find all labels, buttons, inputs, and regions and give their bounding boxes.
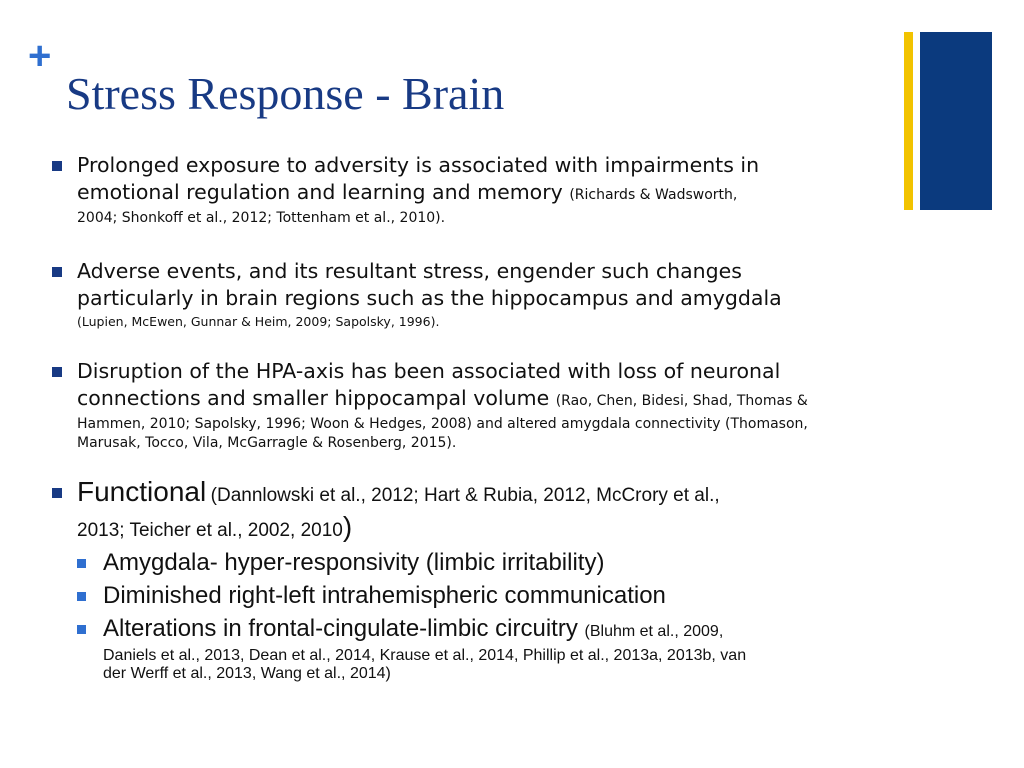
bullet-text-line (77, 179, 892, 209)
functional-heading: Functional (77, 476, 207, 507)
square-sub-bullet-icon (77, 559, 86, 568)
citation-line: (Lupien, McEwen, Gunnar & Heim, 2009; Sapolsky, 1996). (77, 314, 440, 329)
sub-bullet-text: Alterations in frontal-cingulate-limbic circuitry (103, 615, 578, 642)
citation: (Bluhm et al., 2009, (584, 623, 724, 640)
bullet-text-line: Prolonged exposure to adversity is associated with impairments in (77, 153, 760, 177)
citation-line: Marusak, Tocco, Vila, McGarragle & Rosenberg, 2015). (77, 435, 457, 451)
sub-bullet-text-line (103, 614, 892, 647)
bullet-item-functional (52, 476, 892, 683)
sub-bullet-item-frontal-cingulate (77, 614, 892, 683)
bullet-item-adverse-events (52, 258, 892, 336)
sub-bullet-text: Amygdala- hyper-responsivity (limbic irritability) (103, 549, 605, 576)
sub-bullet-item-intrahemispheric (77, 581, 892, 611)
square-sub-bullet-icon (77, 592, 86, 601)
citation: (Richards & Wadsworth, (569, 187, 738, 203)
citation-line (77, 513, 892, 544)
functional-heading-line (77, 476, 892, 513)
bullet-text-line: Disruption of the HPA-axis has been associated with loss of neuronal (77, 359, 781, 383)
citation: (Rao, Chen, Bidesi, Shad, Thomas & (555, 393, 808, 409)
bullet-item-hpa-axis (52, 358, 892, 454)
bullet-list (52, 152, 892, 683)
slide-title: Stress Response - Brain (66, 68, 505, 119)
bullet-text-line (77, 385, 892, 415)
plus-icon: + (28, 34, 52, 78)
citation-line: der Werff et al., 2013, Wang et al., 2014) (103, 665, 391, 682)
square-sub-bullet-icon (77, 625, 86, 634)
citation: 2013; Teicher et al., 2002, 2010 (77, 520, 343, 541)
sub-bullet-text: Diminished right-left intrahemispheric communication (103, 582, 666, 609)
citation: (Dannlowski et al., 2012; Hart & Rubia, 2012, McCrory et al., (210, 485, 720, 506)
accent-bar-yellow (904, 32, 913, 210)
citation-line: Hammen, 2010; Sapolsky, 1996; Woon & Hedges, 2008) and altered amygdala connectivity (Thomason, (77, 416, 808, 432)
square-bullet-icon (52, 488, 62, 498)
accent-bar-blue (920, 32, 992, 210)
citation-line: Daniels et al., 2013, Dean et al., 2014, Krause et al., 2014, Phillip et al., 2013a, 2013b, van (103, 647, 747, 664)
bullet-text-line: particularly in brain regions such as the hippocampus and amygdala (77, 286, 782, 310)
sub-bullet-item-amygdala (77, 548, 892, 578)
bullet-text-line: Adverse events, and its resultant stress, engender such changes (77, 259, 742, 283)
square-bullet-icon (52, 367, 62, 377)
bullet-text: connections and smaller hippocampal volume (77, 386, 550, 410)
square-bullet-icon (52, 161, 62, 171)
bullet-text: emotional regulation and learning and memory (77, 180, 563, 204)
close-paren: ) (342, 511, 353, 542)
citation-line: 2004; Shonkoff et al., 2012; Tottenham et al., 2010). (77, 210, 446, 226)
bullet-item-prolonged-exposure (52, 152, 892, 234)
square-bullet-icon (52, 267, 62, 277)
